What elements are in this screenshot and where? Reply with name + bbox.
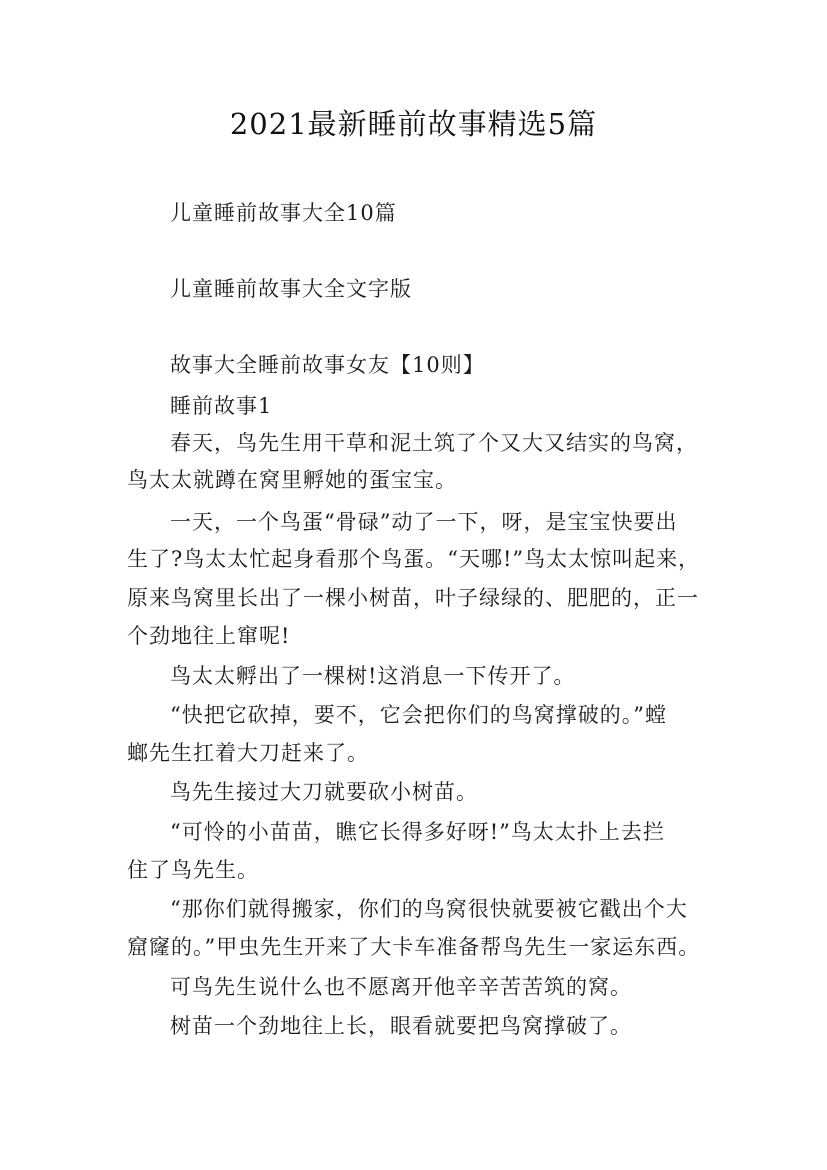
paragraph-line: 鸟太太就蹲在窝里孵她的蛋宝宝。 <box>127 468 457 492</box>
paragraph-line: 鸟太太孵出了一棵树!这消息一下传开了。 <box>170 664 576 688</box>
paragraph-line: “那你们就得搬家，你们的鸟窝很快就要被它戳出个大 <box>170 897 688 921</box>
paragraph-line: 生了?鸟太太忙起身看那个鸟蛋。“天哪!”鸟太太惊叫起来， <box>127 547 701 571</box>
paragraph-line: 原来鸟窝里长出了一棵小树苗，叶子绿绿的、肥肥的，正一 <box>127 586 699 610</box>
toc-item: 儿童睡前故事大全10篇 <box>170 201 397 225</box>
toc-item: 儿童睡前故事大全文字版 <box>170 277 412 301</box>
paragraph-line: 螂先生扛着大刀赶来了。 <box>127 741 369 765</box>
paragraph-line: 可鸟先生说什么也不愿离开他辛辛苦苦筑的窝。 <box>170 975 632 999</box>
paragraph-line: 树苗一个劲地往上长，眼看就要把鸟窝撑破了。 <box>170 1014 632 1038</box>
paragraph-line: 住了鸟先生。 <box>127 858 259 882</box>
document-title: 2021最新睡前故事精选5篇 <box>229 107 598 141</box>
paragraph-line: 个劲地往上窜呢! <box>127 624 291 648</box>
section-heading: 睡前故事1 <box>170 394 273 418</box>
paragraph-line: 鸟先生接过大刀就要砍小树苗。 <box>170 780 478 804</box>
paragraph-line: 窟窿的。”甲虫先生开来了大卡车准备帮鸟先生一家运东西。 <box>127 935 701 959</box>
paragraph-line: 春天，鸟先生用干草和泥土筑了个又大又结实的鸟窝， <box>170 431 698 455</box>
paragraph-line: “可怜的小苗苗，瞧它长得多好呀!”鸟太太扑上去拦 <box>170 820 665 844</box>
toc-item: 故事大全睡前故事女友【10则】 <box>170 353 485 377</box>
paragraph-line: 一天，一个鸟蛋“骨碌”动了一下，呀，是宝宝快要出 <box>170 510 678 534</box>
paragraph-line: “快把它砍掉，要不，它会把你们的鸟窝撑破的。”螳 <box>170 703 667 727</box>
